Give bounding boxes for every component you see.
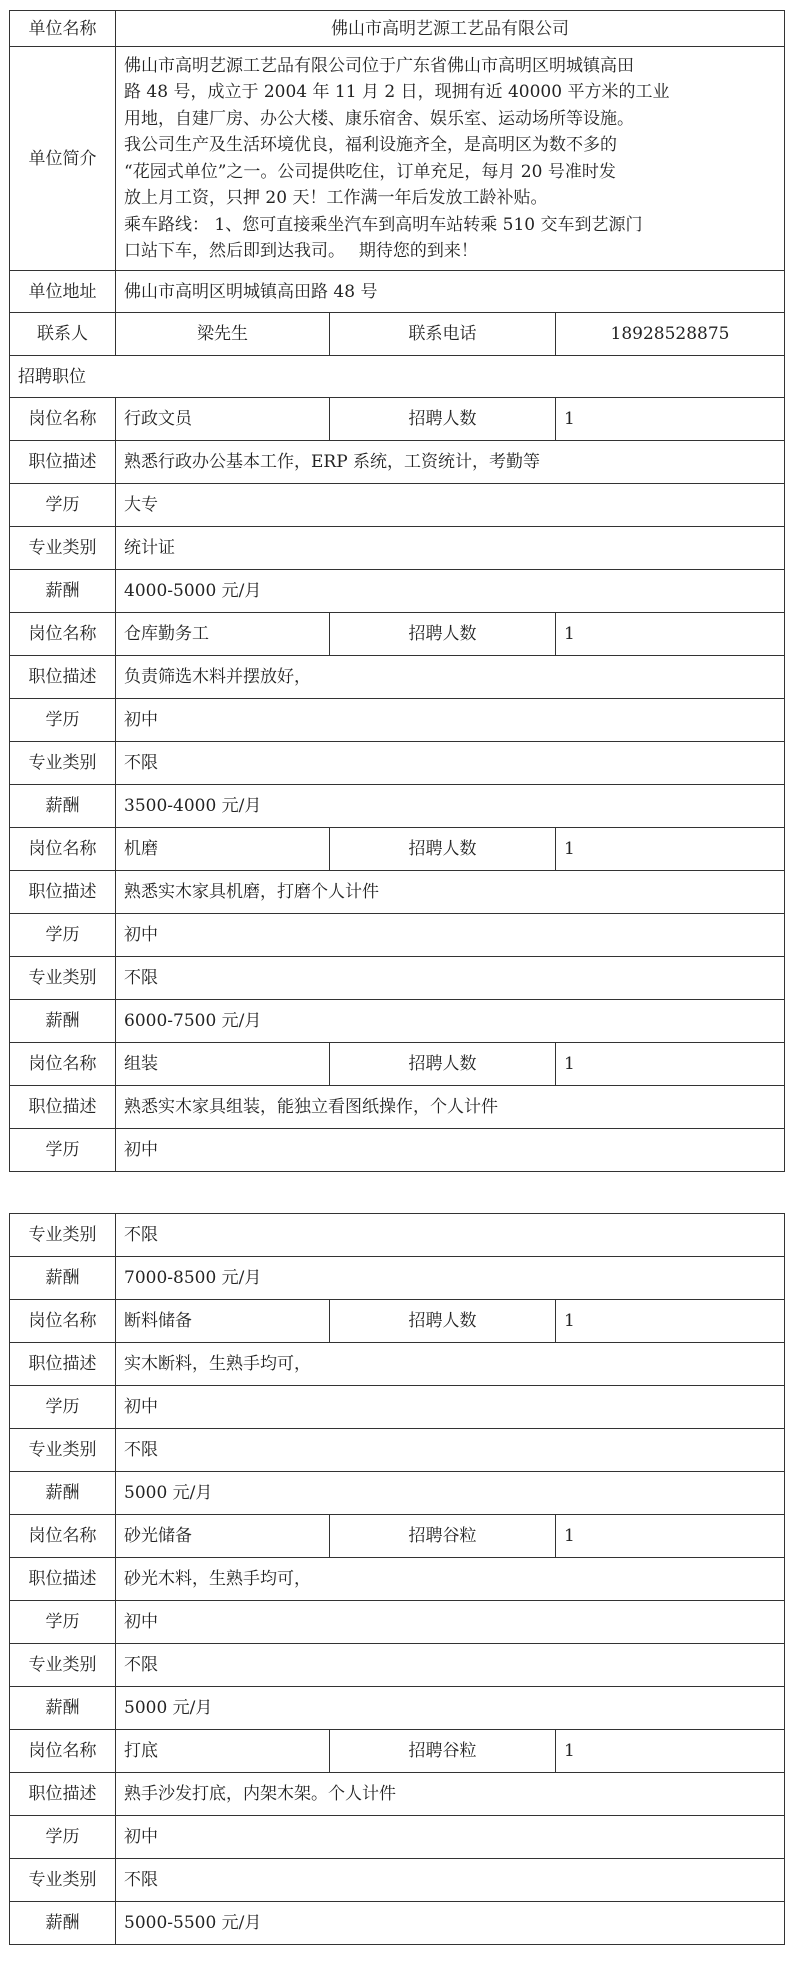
job-title: 打底	[116, 1730, 330, 1773]
job-title: 组装	[116, 1043, 330, 1086]
job-description: 熟悉行政办公基本工作，ERP 系统，工资统计，考勤等	[116, 441, 785, 484]
job-description-row	[10, 1558, 785, 1601]
job-description: 砂光木料，生熟手均可，	[116, 1558, 785, 1601]
job-major: 不限	[116, 742, 785, 785]
job-title-row	[10, 613, 785, 656]
job-education-row	[10, 484, 785, 527]
job-education-row	[10, 699, 785, 742]
intro-line: 我公司生产及生活环境优良，福利设施齐全，是高明区为数不多的	[124, 135, 617, 155]
headcount-label: 招聘人数	[330, 1043, 556, 1086]
salary-label: 薪酬	[10, 570, 116, 613]
position-label: 岗位名称	[10, 1300, 116, 1343]
description-label: 职位描述	[10, 1086, 116, 1129]
salary-label: 薪酬	[10, 1472, 116, 1515]
company-name: 佛山市高明艺源工艺品有限公司	[116, 11, 785, 47]
education-label: 学历	[10, 1816, 116, 1859]
job-description-row	[10, 441, 785, 484]
intro-line: 乘车路线： 1、您可直接乘坐汽车到高明车站转乘 510 交车到艺源门	[124, 214, 643, 235]
headcount-label: 招聘人数	[330, 398, 556, 441]
company-address-row	[10, 271, 785, 313]
recruitment-table-part-2	[9, 1213, 785, 1945]
description-label: 职位描述	[10, 871, 116, 914]
description-label: 职位描述	[10, 1343, 116, 1386]
job-major-row	[10, 957, 785, 1000]
salary-label: 薪酬	[10, 785, 116, 828]
position-label: 岗位名称	[10, 613, 116, 656]
job-title: 机磨	[116, 828, 330, 871]
phone-label: 联系电话	[330, 313, 556, 356]
job-salary: 3500-4000 元/月	[116, 785, 785, 828]
intro-line: 用地，自建厂房、办公大楼、康乐宿舍、娱乐室、运动场所等设施。	[124, 108, 634, 129]
company-intro-row	[10, 47, 785, 271]
company-name-row	[10, 11, 785, 47]
job-salary-row	[10, 570, 785, 613]
job-major-row	[10, 1429, 785, 1472]
job-salary-row	[10, 1687, 785, 1730]
job-salary-row	[10, 1257, 785, 1300]
intro-line: 口站下车，然后即到达我司。 期待您的到来！	[124, 241, 478, 261]
education-label: 学历	[10, 1386, 116, 1429]
job-salary-row	[10, 1000, 785, 1043]
job-description: 熟悉实木家具机磨，打磨个人计件	[116, 871, 785, 914]
job-description-row	[10, 1773, 785, 1816]
job-title: 行政文员	[116, 398, 330, 441]
contact-name: 梁先生	[116, 313, 330, 356]
job-major-row	[10, 527, 785, 570]
job-education: 初中	[116, 699, 785, 742]
description-label: 职位描述	[10, 656, 116, 699]
job-salary: 7000-8500 元/月	[116, 1257, 785, 1300]
job-title: 砂光储备	[116, 1515, 330, 1558]
salary-label: 薪酬	[10, 1257, 116, 1300]
major-label: 专业类别	[10, 1644, 116, 1687]
contact-row	[10, 313, 785, 356]
intro-line: 路 48 号，成立于 2004 年 11 月 2 日，现拥有近 40000 平方米的工业	[124, 82, 670, 102]
job-major: 不限	[116, 957, 785, 1000]
salary-label: 薪酬	[10, 1000, 116, 1043]
headcount-label: 招聘谷粒	[330, 1730, 556, 1773]
education-label: 学历	[10, 699, 116, 742]
company-address-label: 单位地址	[10, 271, 116, 313]
job-description-row	[10, 1343, 785, 1386]
education-label: 学历	[10, 1129, 116, 1172]
job-major: 不限	[116, 1644, 785, 1687]
major-label: 专业类别	[10, 527, 116, 570]
intro-line: 佛山市高明艺源工艺品有限公司位于广东省佛山市高明区明城镇高田	[124, 55, 634, 76]
job-title-row	[10, 1043, 785, 1086]
headcount-value: 1	[556, 1043, 785, 1086]
job-salary: 4000-5000 元/月	[116, 570, 785, 613]
job-education: 初中	[116, 1386, 785, 1429]
salary-label: 薪酬	[10, 1687, 116, 1730]
section-row	[10, 356, 785, 398]
job-title-row	[10, 398, 785, 441]
job-education-row	[10, 1386, 785, 1429]
job-major-row	[10, 1214, 785, 1257]
job-major-row	[10, 742, 785, 785]
job-major-row	[10, 1644, 785, 1687]
description-label: 职位描述	[10, 1558, 116, 1601]
job-education-row	[10, 1601, 785, 1644]
job-education: 初中	[116, 914, 785, 957]
phone-number: 18928528875	[556, 313, 785, 356]
job-title-row	[10, 828, 785, 871]
company-name-label: 单位名称	[10, 11, 116, 47]
job-description: 实木断料，生熟手均可，	[116, 1343, 785, 1386]
job-salary: 5000-5500 元/月	[116, 1902, 785, 1945]
job-description: 熟悉实木家具组装，能独立看图纸操作，个人计件	[116, 1086, 785, 1129]
job-major: 统计证	[116, 527, 785, 570]
job-salary: 6000-7500 元/月	[116, 1000, 785, 1043]
education-label: 学历	[10, 1601, 116, 1644]
intro-line: “花园式单位”之一。公司提供吃住，订单充足，每月 20 号准时发	[124, 161, 616, 182]
headcount-value: 1	[556, 1730, 785, 1773]
section-label: 招聘职位	[10, 356, 785, 398]
position-label: 岗位名称	[10, 398, 116, 441]
job-title-row	[10, 1515, 785, 1558]
headcount-label: 招聘人数	[330, 1300, 556, 1343]
major-label: 专业类别	[10, 742, 116, 785]
major-label: 专业类别	[10, 1214, 116, 1257]
company-intro-label: 单位简介	[10, 47, 116, 271]
major-label: 专业类别	[10, 1429, 116, 1472]
job-salary-row	[10, 785, 785, 828]
job-description: 负责筛选木料并摆放好，	[116, 656, 785, 699]
description-label: 职位描述	[10, 1773, 116, 1816]
education-label: 学历	[10, 484, 116, 527]
job-description: 熟手沙发打底，内架木架。个人计件	[116, 1773, 785, 1816]
job-education: 初中	[116, 1601, 785, 1644]
headcount-value: 1	[556, 613, 785, 656]
job-salary: 5000 元/月	[116, 1472, 785, 1515]
job-salary-row	[10, 1902, 785, 1945]
headcount-value: 1	[556, 828, 785, 871]
job-major: 不限	[116, 1429, 785, 1472]
major-label: 专业类别	[10, 1859, 116, 1902]
position-label: 岗位名称	[10, 1730, 116, 1773]
job-description-row	[10, 871, 785, 914]
headcount-label: 招聘人数	[330, 828, 556, 871]
position-label: 岗位名称	[10, 1043, 116, 1086]
company-intro	[116, 47, 785, 271]
job-education: 大专	[116, 484, 785, 527]
job-major-row	[10, 1859, 785, 1902]
headcount-value: 1	[556, 1300, 785, 1343]
description-label: 职位描述	[10, 441, 116, 484]
job-education-row	[10, 1816, 785, 1859]
contact-label: 联系人	[10, 313, 116, 356]
job-major: 不限	[116, 1214, 785, 1257]
job-education: 初中	[116, 1816, 785, 1859]
job-education-row	[10, 914, 785, 957]
recruitment-table-part-1	[9, 10, 785, 1172]
headcount-label: 招聘谷粒	[330, 1515, 556, 1558]
headcount-value: 1	[556, 398, 785, 441]
job-description-row	[10, 1086, 785, 1129]
position-label: 岗位名称	[10, 1515, 116, 1558]
job-education: 初中	[116, 1129, 785, 1172]
education-label: 学历	[10, 914, 116, 957]
salary-label: 薪酬	[10, 1902, 116, 1945]
headcount-value: 1	[556, 1515, 785, 1558]
job-title: 仓库勤务工	[116, 613, 330, 656]
job-major: 不限	[116, 1859, 785, 1902]
company-address: 佛山市高明区明城镇高田路 48 号	[116, 271, 785, 313]
headcount-label: 招聘人数	[330, 613, 556, 656]
position-label: 岗位名称	[10, 828, 116, 871]
job-title: 断料储备	[116, 1300, 330, 1343]
job-education-row	[10, 1129, 785, 1172]
job-title-row	[10, 1300, 785, 1343]
intro-line: 放上月工资，只押 20 天！工作满一年后发放工龄补贴。	[124, 188, 548, 208]
job-salary-row	[10, 1472, 785, 1515]
job-description-row	[10, 656, 785, 699]
major-label: 专业类别	[10, 957, 116, 1000]
job-title-row	[10, 1730, 785, 1773]
job-salary: 5000 元/月	[116, 1687, 785, 1730]
